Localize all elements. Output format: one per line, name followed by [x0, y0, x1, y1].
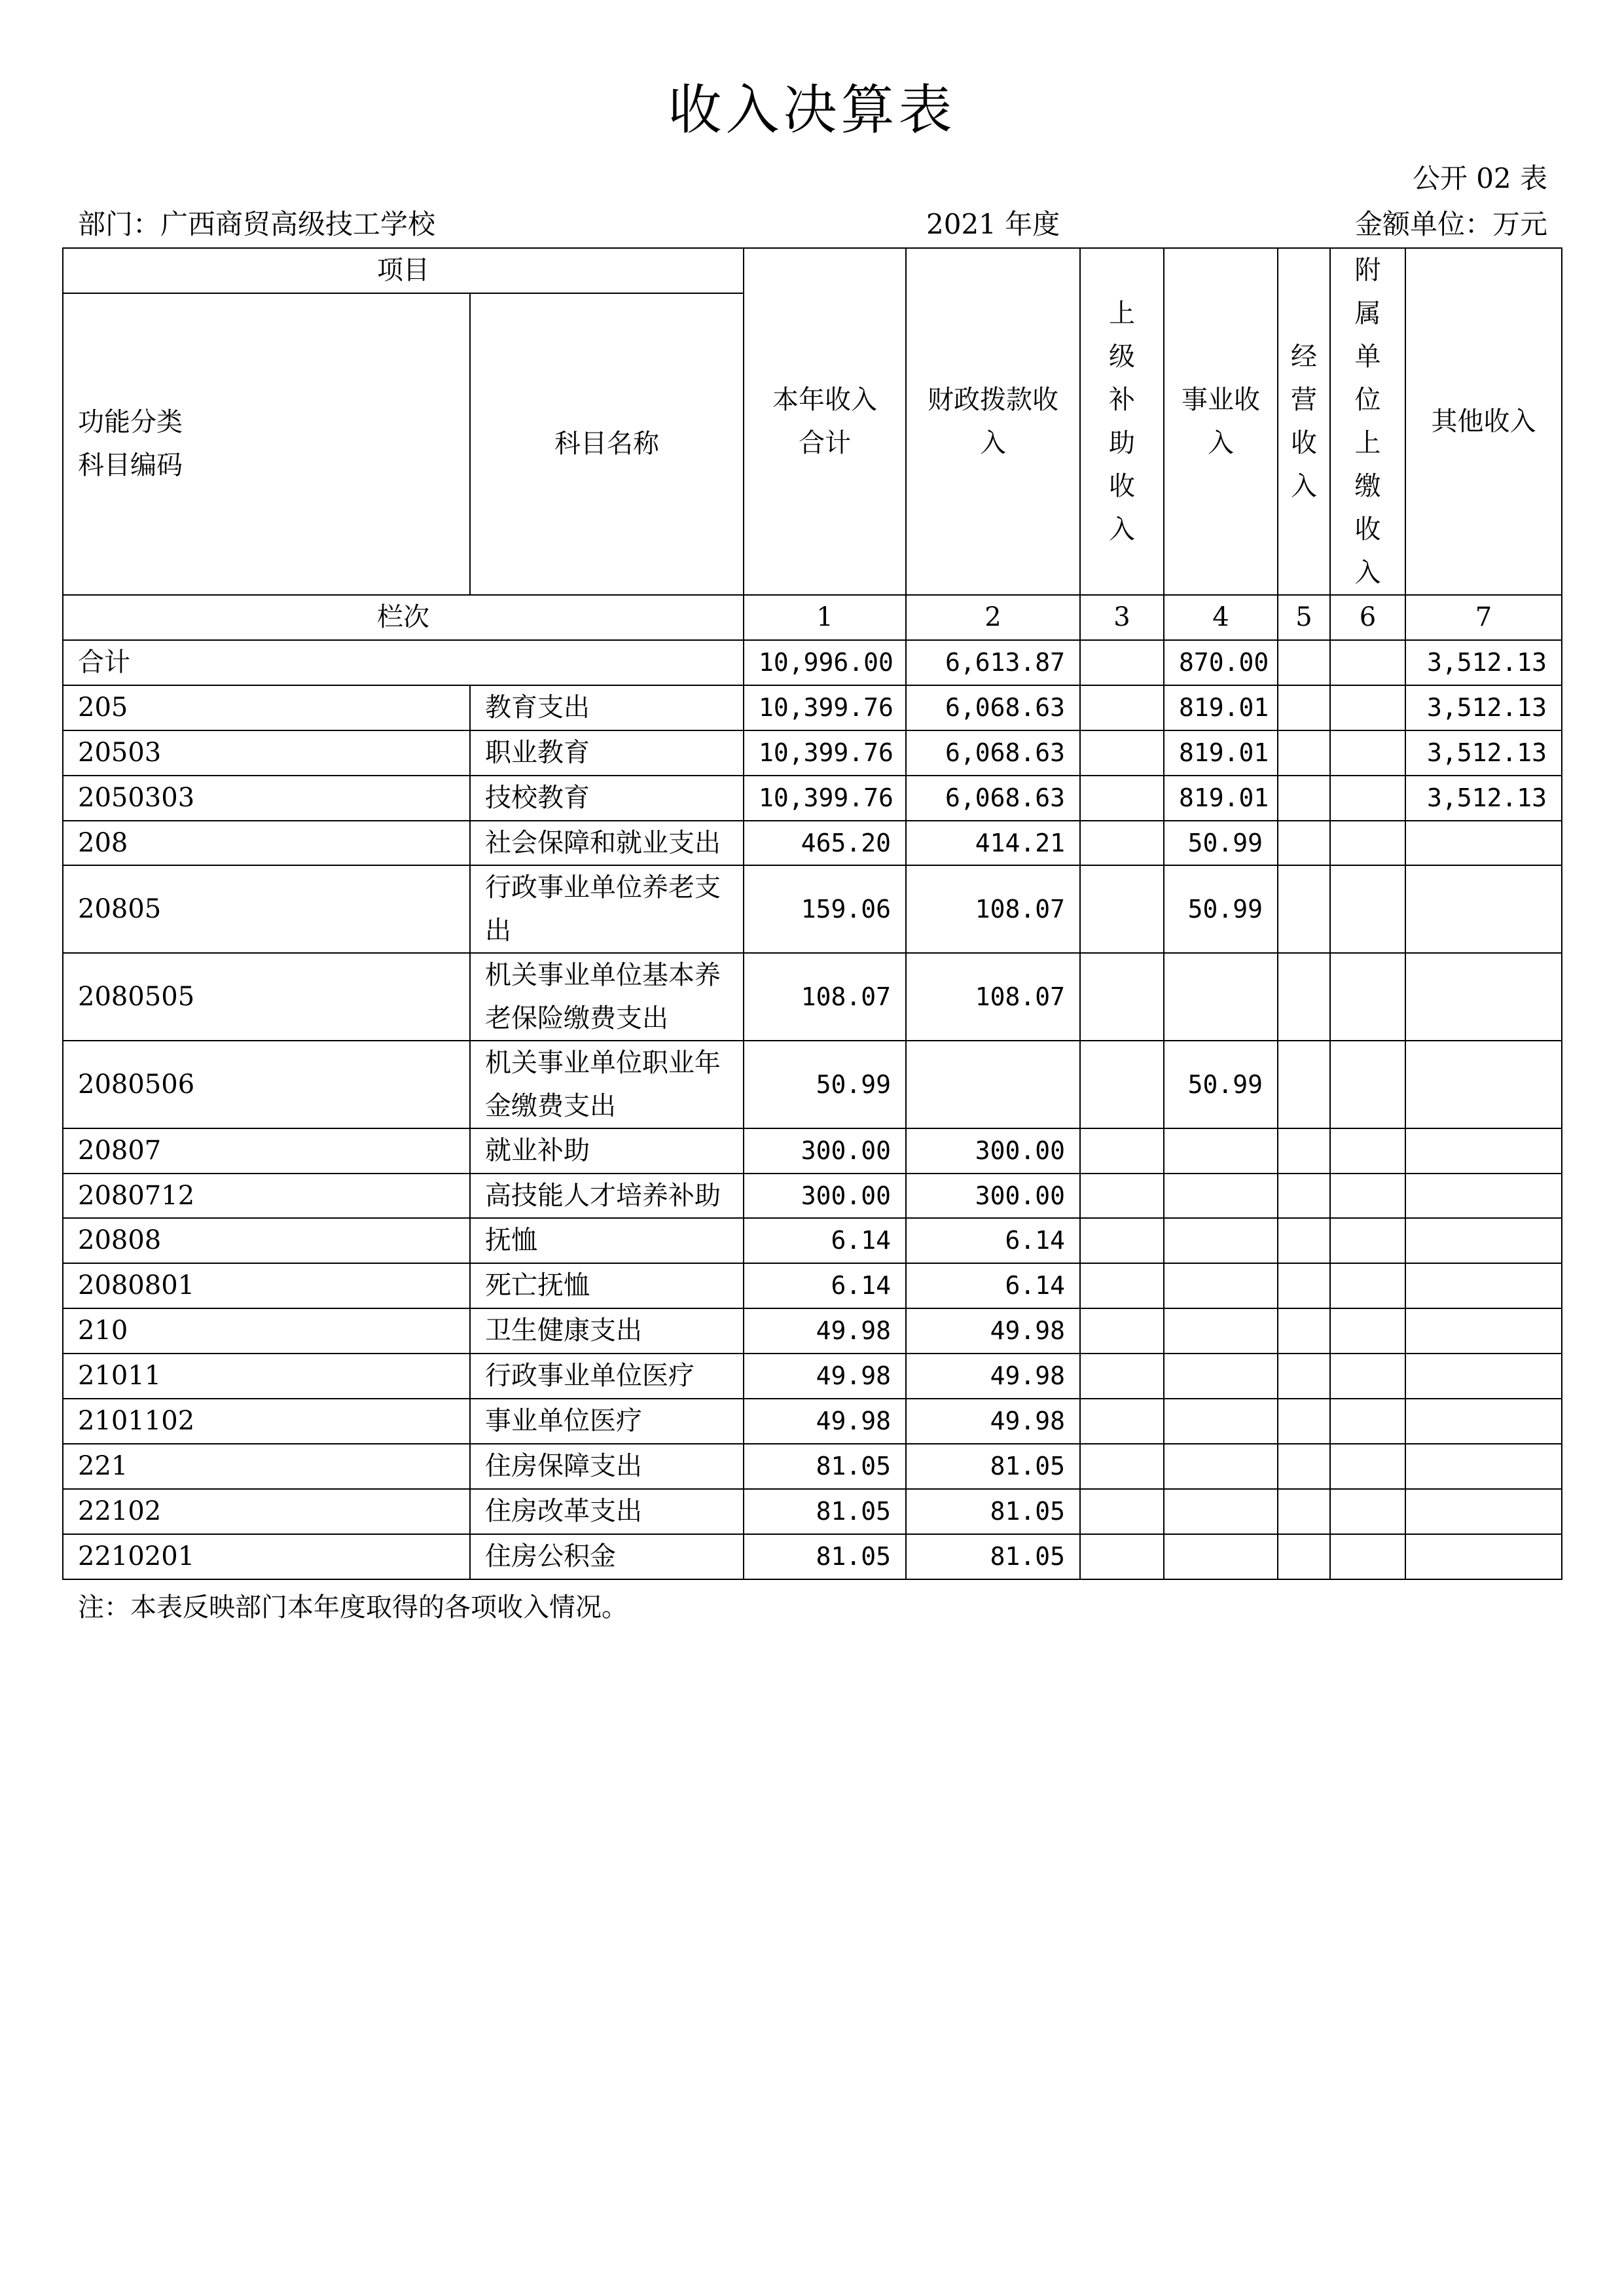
header-operating: 经 营 收 入: [1278, 248, 1330, 595]
header-business: 事业收 入: [1164, 248, 1278, 595]
row-cell-operating: [1278, 1128, 1330, 1174]
row-cell-business: 819.01: [1164, 685, 1278, 730]
row-cell-operating: [1278, 865, 1330, 953]
fiscal-year: 2021 年度: [926, 208, 1060, 240]
row-cell-other: [1405, 1174, 1562, 1218]
row-cell-business: [1164, 1354, 1278, 1399]
row-code: 20807: [63, 1128, 470, 1174]
row-code: 21011: [63, 1354, 470, 1399]
row-cell-other: [1405, 953, 1562, 1041]
header-total: 本年收入 合计: [744, 248, 906, 595]
row-cell-operating: [1278, 1489, 1330, 1534]
table-row: [63, 1444, 1562, 1489]
row-cell-superior: [1080, 821, 1164, 865]
row-name: 机关事业单位职业年金缴费支出: [470, 1041, 744, 1128]
row-name: 教育支出: [470, 685, 744, 730]
row-code: 2101102: [63, 1399, 470, 1444]
total-cell-total: 10,996.00: [744, 640, 906, 685]
page-title: 收入决算表: [668, 79, 956, 141]
row-cell-business: [1164, 1444, 1278, 1489]
total-cell-other: 3,512.13: [1405, 640, 1562, 685]
total-cell-operating: [1278, 640, 1330, 685]
row-cell-total: 49.98: [744, 1399, 906, 1444]
row-cell-operating: [1278, 1308, 1330, 1354]
row-cell-fiscal: 6.14: [906, 1263, 1080, 1308]
table-row: [63, 821, 1562, 865]
row-cell-affiliated: [1330, 1489, 1405, 1534]
row-name: 机关事业单位基本养老保险缴费支出: [470, 953, 744, 1041]
row-cell-total: 6.14: [744, 1218, 906, 1263]
row-cell-superior: [1080, 953, 1164, 1041]
row-cell-business: 50.99: [1164, 1041, 1278, 1128]
row-cell-fiscal: 108.07: [906, 953, 1080, 1041]
row-cell-business: [1164, 953, 1278, 1041]
row-name: 住房保障支出: [470, 1444, 744, 1489]
row-cell-superior: [1080, 685, 1164, 730]
row-cell-business: [1164, 1174, 1278, 1218]
row-cell-other: 3,512.13: [1405, 730, 1562, 776]
total-cell-business: 870.00: [1164, 640, 1278, 685]
row-cell-other: [1405, 865, 1562, 953]
table-row: [63, 1041, 1562, 1128]
row-cell-business: [1164, 1263, 1278, 1308]
header-name: 科目名称: [470, 293, 744, 595]
row-cell-total: 49.98: [744, 1354, 906, 1399]
row-cell-operating: [1278, 1354, 1330, 1399]
row-cell-other: [1405, 1534, 1562, 1579]
row-cell-superior: [1080, 1174, 1164, 1218]
table-row: [63, 1399, 1562, 1444]
table-note: 注：本表反映部门本年度取得的各项收入情况。: [78, 1592, 628, 1623]
table-row: [63, 1489, 1562, 1534]
serial-label: 栏次: [63, 595, 744, 640]
row-code: 210: [63, 1308, 470, 1354]
row-code: 208: [63, 821, 470, 865]
row-cell-superior: [1080, 1354, 1164, 1399]
row-cell-total: 50.99: [744, 1041, 906, 1128]
row-cell-operating: [1278, 1041, 1330, 1128]
row-cell-total: 10,399.76: [744, 776, 906, 821]
header-other: 其他收入: [1405, 248, 1562, 595]
row-cell-affiliated: [1330, 1174, 1405, 1218]
row-code: 205: [63, 685, 470, 730]
row-cell-fiscal: [906, 1041, 1080, 1128]
header-affiliated: 附 属 单 位 上 缴 收 入: [1330, 248, 1405, 595]
row-cell-operating: [1278, 1263, 1330, 1308]
row-cell-affiliated: [1330, 1128, 1405, 1174]
row-cell-fiscal: 6,068.63: [906, 776, 1080, 821]
total-cell-affiliated: [1330, 640, 1405, 685]
table-row: [63, 730, 1562, 776]
row-cell-superior: [1080, 730, 1164, 776]
table-row: [63, 865, 1562, 953]
table-row: [63, 1128, 1562, 1174]
row-cell-operating: [1278, 953, 1330, 1041]
row-cell-fiscal: 81.05: [906, 1534, 1080, 1579]
amount-unit: 金额单位：万元: [1354, 208, 1547, 240]
row-cell-superior: [1080, 1534, 1164, 1579]
row-cell-affiliated: [1330, 1308, 1405, 1354]
table-row: [63, 685, 1562, 730]
total-cell-superior: [1080, 640, 1164, 685]
row-cell-fiscal: 6,068.63: [906, 685, 1080, 730]
table-row: [63, 1218, 1562, 1263]
row-cell-business: 819.01: [1164, 730, 1278, 776]
row-cell-superior: [1080, 776, 1164, 821]
row-name: 卫生健康支出: [470, 1308, 744, 1354]
row-cell-fiscal: 81.05: [906, 1489, 1080, 1534]
row-cell-affiliated: [1330, 953, 1405, 1041]
row-name: 职业教育: [470, 730, 744, 776]
row-cell-total: 49.98: [744, 1308, 906, 1354]
row-cell-superior: [1080, 1041, 1164, 1128]
row-cell-superior: [1080, 1218, 1164, 1263]
row-cell-business: [1164, 1128, 1278, 1174]
row-code: 221: [63, 1444, 470, 1489]
row-cell-other: [1405, 1399, 1562, 1444]
row-cell-affiliated: [1330, 685, 1405, 730]
row-cell-operating: [1278, 1399, 1330, 1444]
row-cell-operating: [1278, 730, 1330, 776]
row-code: 2080505: [63, 953, 470, 1041]
row-cell-total: 6.14: [744, 1263, 906, 1308]
row-code: 20805: [63, 865, 470, 953]
row-cell-other: [1405, 1263, 1562, 1308]
serial-number: 7: [1405, 595, 1562, 640]
row-name: 住房公积金: [470, 1534, 744, 1579]
row-cell-affiliated: [1330, 1534, 1405, 1579]
row-cell-operating: [1278, 776, 1330, 821]
row-cell-affiliated: [1330, 1444, 1405, 1489]
row-cell-business: 50.99: [1164, 865, 1278, 953]
row-code: 22102: [63, 1489, 470, 1534]
row-cell-total: 10,399.76: [744, 730, 906, 776]
serial-number: 5: [1278, 595, 1330, 640]
table-row: [63, 1534, 1562, 1579]
row-cell-operating: [1278, 1174, 1330, 1218]
row-cell-fiscal: 49.98: [906, 1354, 1080, 1399]
row-cell-total: 159.06: [744, 865, 906, 953]
row-cell-business: [1164, 1399, 1278, 1444]
header-code: 功能分类 科目编码: [63, 293, 470, 595]
row-cell-total: 300.00: [744, 1128, 906, 1174]
row-cell-affiliated: [1330, 1399, 1405, 1444]
row-cell-superior: [1080, 1128, 1164, 1174]
row-cell-superior: [1080, 1308, 1164, 1354]
row-code: 20808: [63, 1218, 470, 1263]
table-row: [63, 1308, 1562, 1354]
row-cell-other: [1405, 821, 1562, 865]
row-cell-business: 50.99: [1164, 821, 1278, 865]
row-cell-affiliated: [1330, 730, 1405, 776]
row-cell-total: 300.00: [744, 1174, 906, 1218]
row-cell-affiliated: [1330, 821, 1405, 865]
row-name: 事业单位医疗: [470, 1399, 744, 1444]
row-cell-fiscal: 108.07: [906, 865, 1080, 953]
row-cell-fiscal: 414.21: [906, 821, 1080, 865]
table-row: [63, 1263, 1562, 1308]
row-name: 就业补助: [470, 1128, 744, 1174]
row-cell-affiliated: [1330, 776, 1405, 821]
row-code: 2080506: [63, 1041, 470, 1128]
row-cell-fiscal: 81.05: [906, 1444, 1080, 1489]
serial-number: 1: [744, 595, 906, 640]
income-table: [62, 247, 1562, 1580]
row-cell-total: 465.20: [744, 821, 906, 865]
department-label: 部门：广西商贸高级技工学校: [78, 208, 436, 240]
header-fiscal: 财政拨款收 入: [906, 248, 1080, 595]
row-code: 2080712: [63, 1174, 470, 1218]
row-name: 社会保障和就业支出: [470, 821, 744, 865]
row-cell-superior: [1080, 1399, 1164, 1444]
row-cell-fiscal: 49.98: [906, 1399, 1080, 1444]
row-cell-other: [1405, 1308, 1562, 1354]
row-cell-fiscal: 6.14: [906, 1218, 1080, 1263]
table-row: [63, 1174, 1562, 1218]
row-name: 死亡抚恤: [470, 1263, 744, 1308]
total-label: 合计: [63, 640, 744, 685]
row-cell-business: [1164, 1308, 1278, 1354]
row-cell-operating: [1278, 685, 1330, 730]
row-name: 住房改革支出: [470, 1489, 744, 1534]
row-cell-other: 3,512.13: [1405, 776, 1562, 821]
row-cell-total: 81.05: [744, 1489, 906, 1534]
row-cell-affiliated: [1330, 865, 1405, 953]
row-cell-other: [1405, 1041, 1562, 1128]
serial-number: 2: [906, 595, 1080, 640]
row-cell-fiscal: 6,068.63: [906, 730, 1080, 776]
row-cell-business: 819.01: [1164, 776, 1278, 821]
row-cell-operating: [1278, 821, 1330, 865]
row-cell-operating: [1278, 1534, 1330, 1579]
row-name: 行政事业单位医疗: [470, 1354, 744, 1399]
total-cell-fiscal: 6,613.87: [906, 640, 1080, 685]
header-item: 项目: [63, 248, 744, 293]
row-cell-other: [1405, 1128, 1562, 1174]
row-cell-fiscal: 300.00: [906, 1128, 1080, 1174]
serial-number: 3: [1080, 595, 1164, 640]
header-superior: 上 级 补 助 收 入: [1080, 248, 1164, 595]
table-row: [63, 1354, 1562, 1399]
row-cell-operating: [1278, 1444, 1330, 1489]
row-cell-other: [1405, 1218, 1562, 1263]
row-code: 2050303: [63, 776, 470, 821]
row-name: 行政事业单位养老支出: [470, 865, 744, 953]
row-cell-other: [1405, 1444, 1562, 1489]
row-cell-affiliated: [1330, 1218, 1405, 1263]
row-cell-affiliated: [1330, 1354, 1405, 1399]
row-cell-total: 10,399.76: [744, 685, 906, 730]
row-name: 高技能人才培养补助: [470, 1174, 744, 1218]
row-cell-affiliated: [1330, 1041, 1405, 1128]
row-cell-other: 3,512.13: [1405, 685, 1562, 730]
row-cell-business: [1164, 1489, 1278, 1534]
row-cell-superior: [1080, 865, 1164, 953]
row-cell-superior: [1080, 1444, 1164, 1489]
row-code: 2080801: [63, 1263, 470, 1308]
row-cell-other: [1405, 1489, 1562, 1534]
row-code: 2210201: [63, 1534, 470, 1579]
row-cell-superior: [1080, 1263, 1164, 1308]
row-cell-business: [1164, 1534, 1278, 1579]
row-cell-fiscal: 300.00: [906, 1174, 1080, 1218]
row-cell-affiliated: [1330, 1263, 1405, 1308]
row-name: 技校教育: [470, 776, 744, 821]
row-cell-operating: [1278, 1218, 1330, 1263]
serial-number: 4: [1164, 595, 1278, 640]
serial-number: 6: [1330, 595, 1405, 640]
row-cell-fiscal: 49.98: [906, 1308, 1080, 1354]
table-row: [63, 776, 1562, 821]
form-number: 公开 02 表: [1412, 162, 1547, 194]
row-code: 20503: [63, 730, 470, 776]
row-cell-total: 81.05: [744, 1534, 906, 1579]
row-name: 抚恤: [470, 1218, 744, 1263]
row-cell-total: 108.07: [744, 953, 906, 1041]
row-cell-business: [1164, 1218, 1278, 1263]
row-cell-superior: [1080, 1489, 1164, 1534]
row-cell-total: 81.05: [744, 1444, 906, 1489]
row-cell-other: [1405, 1354, 1562, 1399]
table-row: [63, 953, 1562, 1041]
